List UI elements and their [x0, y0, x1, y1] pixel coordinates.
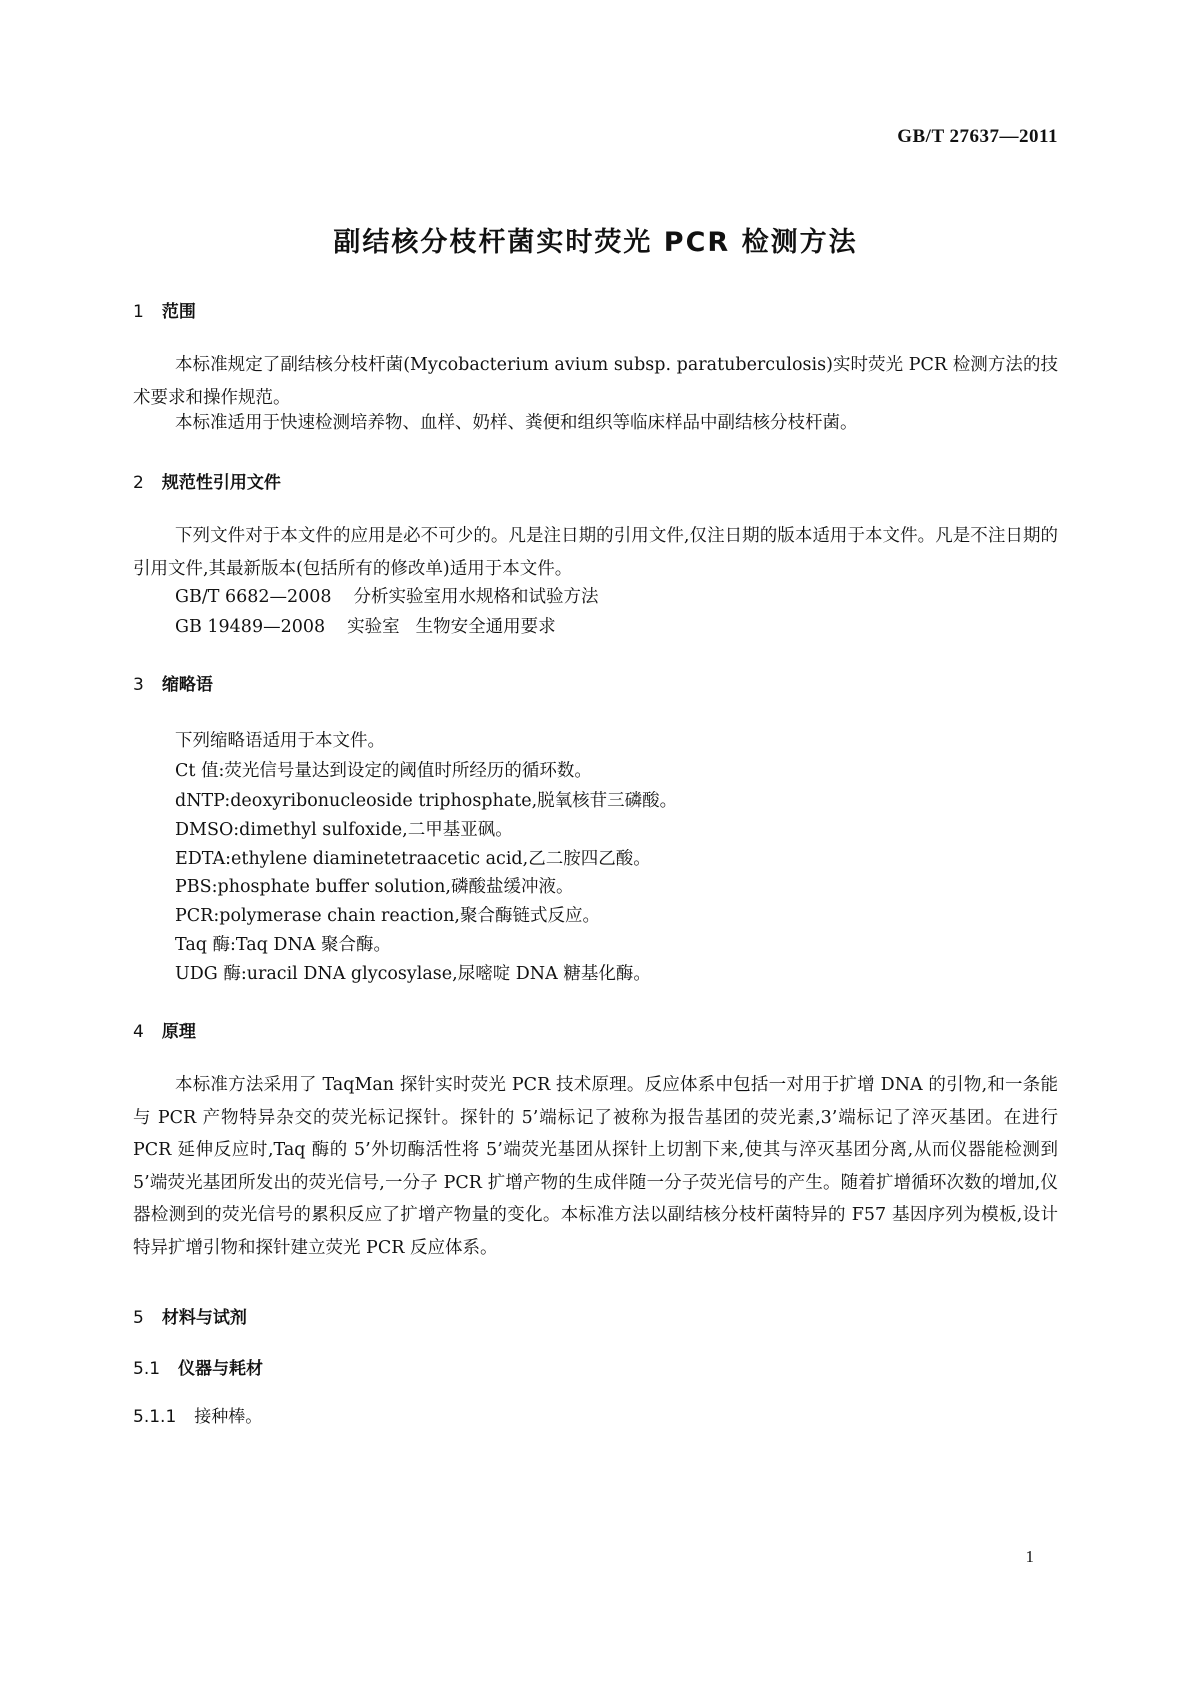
reference-code: GB/T 6682—2008 — [175, 587, 332, 607]
section-title: 材料与试剂 — [161, 1308, 247, 1328]
page-number: 1 — [1025, 1547, 1034, 1566]
reference-title-part-2: 生物安全通用要求 — [415, 617, 556, 637]
reference-title: 分析实验室用水规格和试验方法 — [353, 587, 599, 607]
abbreviation-item: dNTP:deoxyribonucleoside triphosphate,脱氧核苷三磷酸。 — [175, 791, 678, 811]
reference-code: GB 19489—2008 — [175, 617, 326, 637]
document-title: 副结核分枝杆菌实时荧光 PCR 检测方法 — [333, 227, 858, 258]
abbreviation-item: PCR:polymerase chain reaction,聚合酶链式反应。 — [175, 906, 600, 926]
section-title: 缩略语 — [161, 675, 213, 695]
abbreviation-item: Ct 值:荧光信号量达到设定的阈值时所经历的循环数。 — [175, 761, 592, 781]
section-2-paragraph-1: 下列文件对于本文件的应用是必不可少的。凡是注日期的引用文件,仅注日期的版本适用于本文件。凡是不注日期的引用文件,其最新版本(包括所有的修改单)适用于本文件。 — [133, 526, 1058, 579]
abbreviation-item: UDG 酶:uracil DNA glycosylase,尿嘧啶 DNA 糖基化酶。 — [175, 964, 651, 984]
section-number: 1 — [133, 302, 144, 322]
abbreviation-item: Taq 酶:Taq DNA 聚合酶。 — [175, 935, 391, 955]
section-title: 范围 — [161, 302, 196, 322]
abbreviation-item: PBS:phosphate buffer solution,磷酸盐缓冲液。 — [175, 877, 574, 897]
section-5-heading — [133, 1303, 247, 1328]
section-2-heading — [133, 468, 281, 493]
section-4-paragraph-1: 本标准方法采用了 TaqMan 探针实时荧光 PCR 技术原理。反应体系中包括一对用于扩增 DNA 的引物,和一条能与 PCR 产物特异杂交的荧光标记探针。探针的 5’端标记了被称为报告基团的荧光素,3’端标记了淬灭基团。在进行 PCR 延伸反应时,Taq 酶的 5’外切酶活性将 5’端荧光基团从探针上切割下来,使其与淬灭基团分离,从而仪器能检测到 5’端荧光基团所发出的荧光信号,一分子 PCR 扩增产物的生成伴随一分子荧光信号的产生。随着扩增循环次数的增加,仪器检测到的荧光信号的累积反应了扩增产物量的变化。本标准方法以副结核分枝杆菌特异的 F57 基因序列为模板,设计特异扩增引物和探针建立荧光 PCR 反应体系。 — [133, 1075, 1058, 1258]
abbreviation-item: DMSO:dimethyl sulfoxide,二甲基亚砜。 — [175, 820, 513, 840]
section-number: 2 — [133, 473, 144, 493]
subsection-5-1-heading — [133, 1354, 263, 1379]
section-1-paragraph-1: 本标准规定了副结核分枝杆菌(Mycobacterium avium subsp. paratuberculosis)实时荧光 PCR 检测方法的技术要求和操作规范。 — [133, 355, 1058, 408]
reference-title: 实验室 — [347, 617, 400, 637]
standard-code: GB/T 27637—2011 — [897, 126, 1058, 147]
abbreviations-intro: 下列缩略语适用于本文件。 — [175, 731, 385, 751]
section-1-heading — [133, 297, 196, 322]
subsection-number: 5.1 — [133, 1359, 161, 1379]
normative-reference — [175, 583, 615, 608]
clause-text: 接种棒。 — [194, 1407, 263, 1427]
section-title: 原理 — [161, 1022, 196, 1042]
clause-5-1-1 — [133, 1402, 262, 1427]
section-number: 4 — [133, 1022, 144, 1042]
section-number: 5 — [133, 1308, 144, 1328]
section-number: 3 — [133, 675, 144, 695]
section-4-heading — [133, 1017, 196, 1042]
normative-reference — [175, 613, 556, 638]
section-title: 规范性引用文件 — [161, 473, 281, 493]
section-1-paragraph-2: 本标准适用于快速检测培养物、血样、奶样、粪便和组织等临床样品中副结核分枝杆菌。 — [175, 413, 858, 433]
section-3-heading — [133, 670, 213, 695]
subsection-title: 仪器与耗材 — [178, 1359, 264, 1379]
abbreviation-item: EDTA:ethylene diaminetetraacetic acid,乙二胺四乙酸。 — [175, 849, 651, 869]
clause-number: 5.1.1 — [133, 1407, 177, 1427]
